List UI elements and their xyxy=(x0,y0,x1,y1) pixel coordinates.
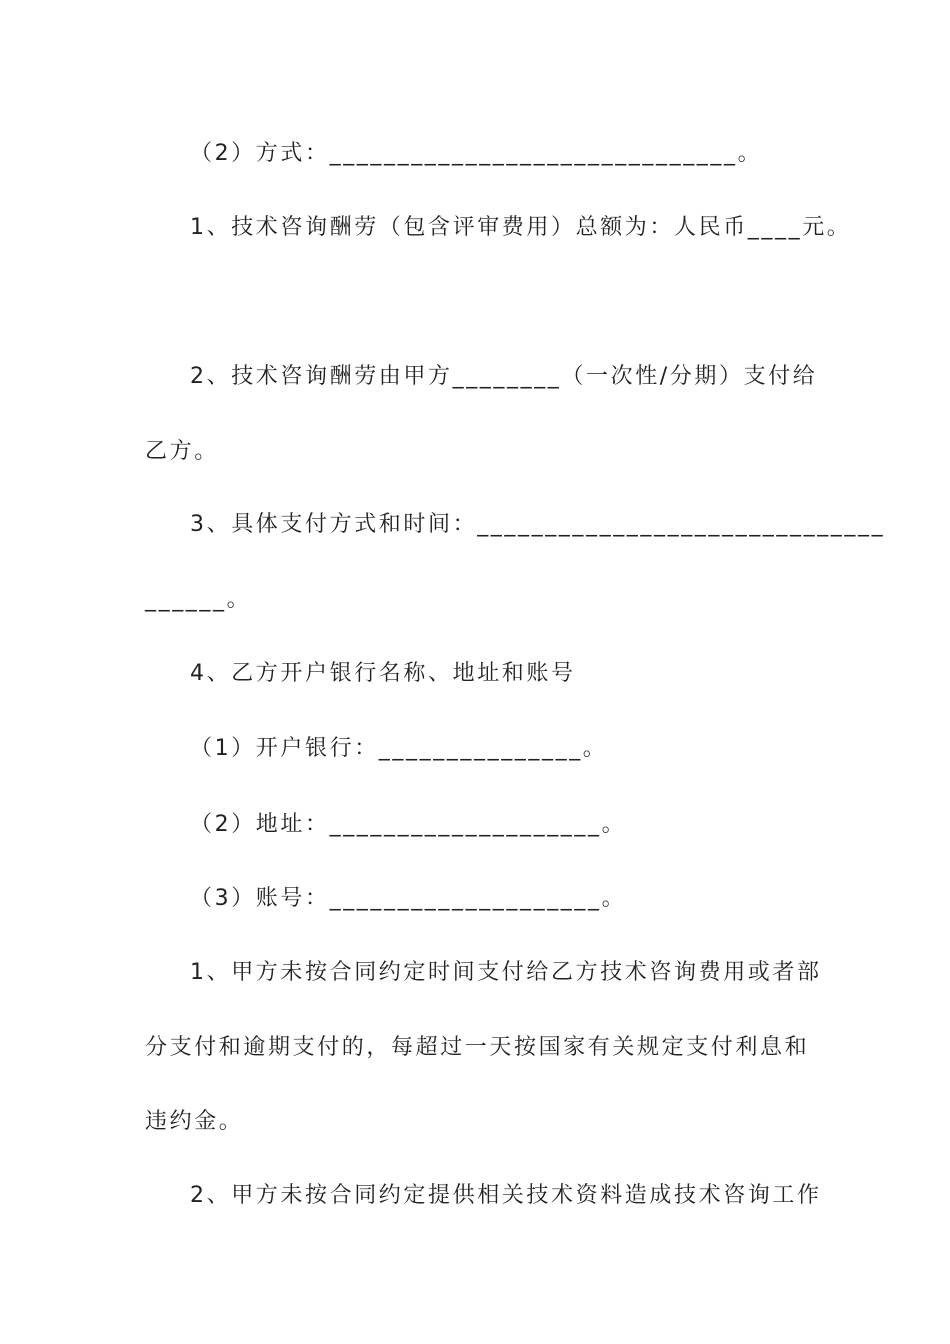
payment-method-text: （2）方式：______________________________。 xyxy=(190,141,763,166)
specific-payment-line xyxy=(190,510,885,540)
breach-clause-1-line-1 xyxy=(190,958,822,988)
breach-clause-1-line-2 xyxy=(145,1033,809,1063)
bank-info-heading xyxy=(190,659,576,689)
breach-clause-2-text-1: 2、甲方未按合同约定提供相关技术资料造成技术咨询工作 xyxy=(190,1183,822,1208)
total-fee-line xyxy=(190,213,851,243)
payment-schedule-continuation xyxy=(145,437,219,467)
payment-schedule-line xyxy=(190,362,817,392)
specific-payment-continuation-text: ______。 xyxy=(145,587,252,612)
breach-clause-1-line-3 xyxy=(145,1107,243,1137)
breach-clause-2-line-1 xyxy=(190,1181,822,1211)
total-fee-text: 1、技术咨询酬劳（包含评审费用）总额为：人民币____元。 xyxy=(190,215,852,240)
payment-schedule-continuation-text: 乙方。 xyxy=(145,439,219,464)
bank-address-line xyxy=(190,810,626,840)
payment-method-line xyxy=(190,139,762,169)
bank-account-text: （3）账号：____________________。 xyxy=(190,886,627,911)
bank-name-text: （1）开户银行：_______________。 xyxy=(190,736,608,761)
specific-payment-continuation xyxy=(145,585,251,615)
bank-account-line xyxy=(190,884,626,914)
bank-info-heading-text: 4、乙方开户银行名称、地址和账号 xyxy=(190,661,576,686)
breach-clause-1-text-3: 违约金。 xyxy=(145,1109,244,1134)
specific-payment-text: 3、具体支付方式和时间：______________________________ xyxy=(190,512,886,537)
bank-address-text: （2）地址：____________________。 xyxy=(190,812,627,837)
breach-clause-1-text-2: 分支付和逾期支付的，每超过一天按国家有关规定支付利息和 xyxy=(145,1035,810,1060)
payment-schedule-text: 2、技术咨询酬劳由甲方________（一次性/分期）支付给 xyxy=(190,364,818,389)
breach-clause-1-text-1: 1、甲方未按合同约定时间支付给乙方技术咨询费用或者部 xyxy=(190,960,822,985)
bank-name-line xyxy=(190,734,607,764)
